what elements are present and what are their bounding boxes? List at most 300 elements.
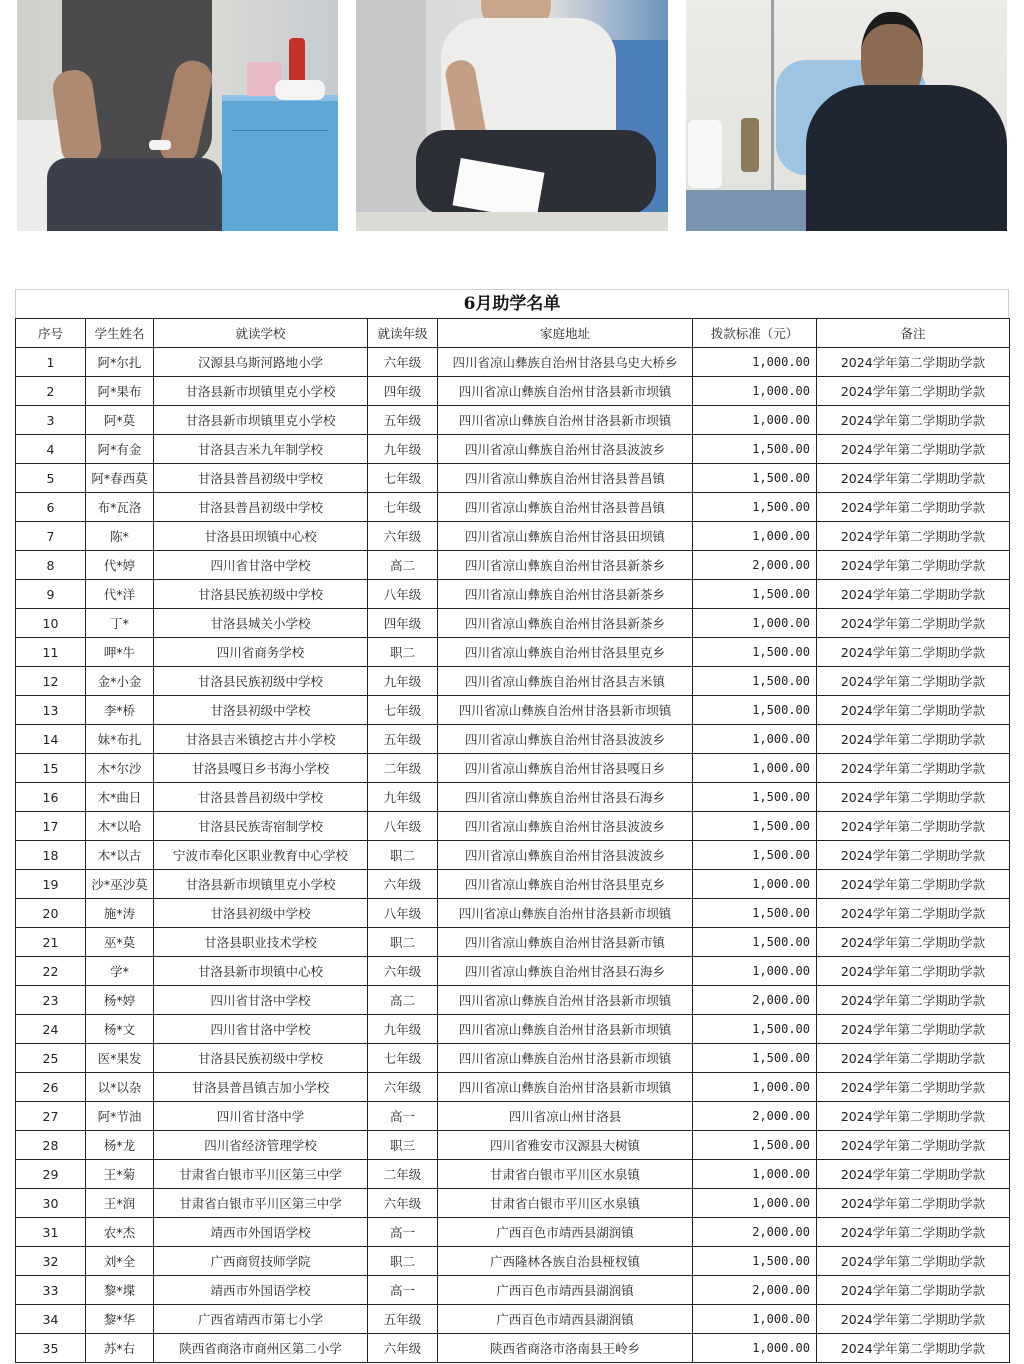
header-remark: 备注 bbox=[817, 319, 1010, 348]
cell-student-name: 阿*莫 bbox=[86, 406, 154, 435]
table-row bbox=[16, 870, 1010, 899]
cell-remark: 2024学年第二学期助学款 bbox=[817, 377, 1010, 406]
cell-index: 3 bbox=[16, 406, 86, 435]
table-row bbox=[16, 1305, 1010, 1334]
cell-remark: 2024学年第二学期助学款 bbox=[817, 725, 1010, 754]
cell-address: 四川省凉山彝族自治州甘洛县新市坝镇 bbox=[438, 1015, 693, 1044]
cell-address: 四川省凉山彝族自治州甘洛县新茶乡 bbox=[438, 609, 693, 638]
recipient-table bbox=[15, 318, 1010, 1363]
table-row bbox=[16, 348, 1010, 377]
cell-address: 甘肃省白银市平川区水泉镇 bbox=[438, 1189, 693, 1218]
cell-address: 四川省凉山彝族自治州甘洛县田坝镇 bbox=[438, 522, 693, 551]
cell-amount: 1,500.00 bbox=[693, 638, 817, 667]
cell-amount: 1,500.00 bbox=[693, 696, 817, 725]
cell-index: 20 bbox=[16, 899, 86, 928]
cell-remark: 2024学年第二学期助学款 bbox=[817, 667, 1010, 696]
cell-address: 四川省凉山彝族自治州甘洛县石海乡 bbox=[438, 783, 693, 812]
cell-student-name: 呷*牛 bbox=[86, 638, 154, 667]
cell-school: 四川省甘洛中学校 bbox=[154, 986, 368, 1015]
cell-amount: 1,000.00 bbox=[693, 754, 817, 783]
cell-remark: 2024学年第二学期助学款 bbox=[817, 435, 1010, 464]
cell-school: 甘洛县普昌初级中学校 bbox=[154, 493, 368, 522]
cell-index: 7 bbox=[16, 522, 86, 551]
table-row bbox=[16, 1131, 1010, 1160]
cell-amount: 1,000.00 bbox=[693, 1073, 817, 1102]
cell-index: 8 bbox=[16, 551, 86, 580]
cell-remark: 2024学年第二学期助学款 bbox=[817, 1160, 1010, 1189]
cell-index: 27 bbox=[16, 1102, 86, 1131]
table-row bbox=[16, 551, 1010, 580]
cell-index: 6 bbox=[16, 493, 86, 522]
cell-grade: 八年级 bbox=[368, 580, 438, 609]
cell-remark: 2024学年第二学期助学款 bbox=[817, 522, 1010, 551]
cell-index: 34 bbox=[16, 1305, 86, 1334]
cell-student-name: 木*曲日 bbox=[86, 783, 154, 812]
cell-school: 四川省甘洛中学校 bbox=[154, 551, 368, 580]
cell-school: 靖西市外国语学校 bbox=[154, 1276, 368, 1305]
cell-amount: 1,000.00 bbox=[693, 957, 817, 986]
cell-amount: 1,500.00 bbox=[693, 1131, 817, 1160]
cell-student-name: 阿*节油 bbox=[86, 1102, 154, 1131]
photo-recipient-3 bbox=[686, 0, 1007, 231]
cell-grade: 职二 bbox=[368, 1247, 438, 1276]
cell-grade: 六年级 bbox=[368, 870, 438, 899]
cell-index: 12 bbox=[16, 667, 86, 696]
cell-remark: 2024学年第二学期助学款 bbox=[817, 406, 1010, 435]
cell-index: 13 bbox=[16, 696, 86, 725]
cell-remark: 2024学年第二学期助学款 bbox=[817, 696, 1010, 725]
cell-address: 四川省凉山彝族自治州甘洛县新茶乡 bbox=[438, 580, 693, 609]
cell-index: 2 bbox=[16, 377, 86, 406]
cell-grade: 六年级 bbox=[368, 1334, 438, 1363]
table-row bbox=[16, 986, 1010, 1015]
cell-address: 广西百色市靖西县湖润镇 bbox=[438, 1305, 693, 1334]
cell-student-name: 杨*文 bbox=[86, 1015, 154, 1044]
cell-remark: 2024学年第二学期助学款 bbox=[817, 841, 1010, 870]
table-row bbox=[16, 899, 1010, 928]
cell-address: 四川省凉山彝族自治州甘洛县嘎日乡 bbox=[438, 754, 693, 783]
cell-address: 四川省凉山彝族自治州甘洛县乌史大桥乡 bbox=[438, 348, 693, 377]
cell-remark: 2024学年第二学期助学款 bbox=[817, 1073, 1010, 1102]
header-amount: 拨款标准（元） bbox=[693, 319, 817, 348]
cell-remark: 2024学年第二学期助学款 bbox=[817, 928, 1010, 957]
table-row bbox=[16, 609, 1010, 638]
table-row bbox=[16, 754, 1010, 783]
cell-grade: 职二 bbox=[368, 841, 438, 870]
cell-grade: 七年级 bbox=[368, 493, 438, 522]
cell-school: 甘洛县民族初级中学校 bbox=[154, 580, 368, 609]
cell-school: 甘洛县民族初级中学校 bbox=[154, 667, 368, 696]
cell-grade: 六年级 bbox=[368, 1073, 438, 1102]
cell-grade: 职二 bbox=[368, 638, 438, 667]
table-row bbox=[16, 522, 1010, 551]
cell-index: 30 bbox=[16, 1189, 86, 1218]
table-row bbox=[16, 928, 1010, 957]
cell-address: 四川省凉山彝族自治州甘洛县普昌镇 bbox=[438, 493, 693, 522]
cell-school: 甘洛县嘎日乡书海小学校 bbox=[154, 754, 368, 783]
cell-amount: 2,000.00 bbox=[693, 986, 817, 1015]
cell-address: 四川省凉山彝族自治州甘洛县新市坝镇 bbox=[438, 1073, 693, 1102]
cell-index: 35 bbox=[16, 1334, 86, 1363]
table-row bbox=[16, 377, 1010, 406]
cell-remark: 2024学年第二学期助学款 bbox=[817, 899, 1010, 928]
cell-index: 4 bbox=[16, 435, 86, 464]
header-address: 家庭地址 bbox=[438, 319, 693, 348]
cell-school: 甘洛县田坝镇中心校 bbox=[154, 522, 368, 551]
cell-remark: 2024学年第二学期助学款 bbox=[817, 986, 1010, 1015]
cell-student-name: 医*果发 bbox=[86, 1044, 154, 1073]
photo-bed-edge bbox=[686, 190, 806, 231]
cell-address: 广西百色市靖西县湖润镇 bbox=[438, 1218, 693, 1247]
table-row bbox=[16, 1218, 1010, 1247]
cell-grade: 二年级 bbox=[368, 1160, 438, 1189]
cell-school: 甘洛县初级中学校 bbox=[154, 899, 368, 928]
photo-bottle bbox=[741, 118, 759, 172]
cell-remark: 2024学年第二学期助学款 bbox=[817, 1189, 1010, 1218]
cell-amount: 1,000.00 bbox=[693, 870, 817, 899]
table-row bbox=[16, 638, 1010, 667]
cell-amount: 1,500.00 bbox=[693, 667, 817, 696]
cell-remark: 2024学年第二学期助学款 bbox=[817, 783, 1010, 812]
cell-school: 甘洛县城关小学校 bbox=[154, 609, 368, 638]
header-grade: 就读年级 bbox=[368, 319, 438, 348]
cell-student-name: 妹*布扎 bbox=[86, 725, 154, 754]
cell-address: 四川省凉山彝族自治州甘洛县波波乡 bbox=[438, 725, 693, 754]
table-row bbox=[16, 1276, 1010, 1305]
cell-remark: 2024学年第二学期助学款 bbox=[817, 1015, 1010, 1044]
cell-remark: 2024学年第二学期助学款 bbox=[817, 1044, 1010, 1073]
cell-grade: 二年级 bbox=[368, 754, 438, 783]
cell-address: 广西隆林各族自治县桠杈镇 bbox=[438, 1247, 693, 1276]
cell-amount: 1,000.00 bbox=[693, 377, 817, 406]
cell-student-name: 学* bbox=[86, 957, 154, 986]
cell-student-name: 黎*华 bbox=[86, 1305, 154, 1334]
cell-address: 四川省凉山彝族自治州甘洛县波波乡 bbox=[438, 841, 693, 870]
cell-student-name: 木*尔沙 bbox=[86, 754, 154, 783]
cell-school: 陕西省商洛市商州区第二小学 bbox=[154, 1334, 368, 1363]
cell-school: 甘洛县普昌初级中学校 bbox=[154, 464, 368, 493]
cell-grade: 七年级 bbox=[368, 1044, 438, 1073]
cell-index: 33 bbox=[16, 1276, 86, 1305]
cell-grade: 六年级 bbox=[368, 348, 438, 377]
cell-school: 甘洛县普昌镇吉加小学校 bbox=[154, 1073, 368, 1102]
cell-amount: 1,500.00 bbox=[693, 580, 817, 609]
cell-amount: 1,500.00 bbox=[693, 812, 817, 841]
cell-school: 甘洛县职业技术学校 bbox=[154, 928, 368, 957]
cell-remark: 2024学年第二学期助学款 bbox=[817, 1334, 1010, 1363]
cell-grade: 四年级 bbox=[368, 377, 438, 406]
cell-index: 16 bbox=[16, 783, 86, 812]
cell-grade: 八年级 bbox=[368, 899, 438, 928]
cell-amount: 1,000.00 bbox=[693, 406, 817, 435]
cell-grade: 四年级 bbox=[368, 609, 438, 638]
cell-remark: 2024学年第二学期助学款 bbox=[817, 551, 1010, 580]
cell-grade: 高一 bbox=[368, 1218, 438, 1247]
cell-student-name: 阿*有金 bbox=[86, 435, 154, 464]
photo-person-jacket bbox=[806, 85, 1007, 231]
cell-grade: 六年级 bbox=[368, 1189, 438, 1218]
cell-address: 四川省凉山彝族自治州甘洛县新市坝镇 bbox=[438, 696, 693, 725]
cell-student-name: 王*菊 bbox=[86, 1160, 154, 1189]
cell-index: 18 bbox=[16, 841, 86, 870]
cell-index: 19 bbox=[16, 870, 86, 899]
cell-student-name: 陈* bbox=[86, 522, 154, 551]
cell-grade: 七年级 bbox=[368, 696, 438, 725]
table-header-row bbox=[16, 319, 1010, 348]
cell-remark: 2024学年第二学期助学款 bbox=[817, 580, 1010, 609]
table-body bbox=[16, 348, 1010, 1363]
cell-address: 四川省雅安市汉源县大树镇 bbox=[438, 1131, 693, 1160]
cell-school: 甘洛县吉米九年制学校 bbox=[154, 435, 368, 464]
header-index: 序号 bbox=[16, 319, 86, 348]
cell-remark: 2024学年第二学期助学款 bbox=[817, 1131, 1010, 1160]
photo-tissue-roll bbox=[688, 120, 722, 188]
cell-index: 26 bbox=[16, 1073, 86, 1102]
cell-student-name: 布*瓦洛 bbox=[86, 493, 154, 522]
cell-school: 四川省经济管理学校 bbox=[154, 1131, 368, 1160]
cell-address: 四川省凉山彝族自治州甘洛县新市镇 bbox=[438, 928, 693, 957]
cell-address: 四川省凉山彝族自治州甘洛县波波乡 bbox=[438, 812, 693, 841]
cell-amount: 1,500.00 bbox=[693, 783, 817, 812]
table-row bbox=[16, 667, 1010, 696]
cell-remark: 2024学年第二学期助学款 bbox=[817, 638, 1010, 667]
cell-school: 甘洛县吉米镇挖古井小学校 bbox=[154, 725, 368, 754]
cell-amount: 1,000.00 bbox=[693, 1160, 817, 1189]
cell-amount: 1,500.00 bbox=[693, 493, 817, 522]
cell-student-name: 农*杰 bbox=[86, 1218, 154, 1247]
photo-wristband bbox=[149, 140, 171, 150]
cell-school: 靖西市外国语学校 bbox=[154, 1218, 368, 1247]
cell-student-name: 木*以古 bbox=[86, 841, 154, 870]
cell-amount: 1,500.00 bbox=[693, 464, 817, 493]
cell-index: 22 bbox=[16, 957, 86, 986]
cell-amount: 1,000.00 bbox=[693, 1189, 817, 1218]
cell-grade: 九年级 bbox=[368, 435, 438, 464]
cell-amount: 1,500.00 bbox=[693, 841, 817, 870]
cell-address: 四川省凉山彝族自治州甘洛县普昌镇 bbox=[438, 464, 693, 493]
header-school: 就读学校 bbox=[154, 319, 368, 348]
cell-amount: 1,500.00 bbox=[693, 435, 817, 464]
cell-amount: 1,500.00 bbox=[693, 928, 817, 957]
cell-student-name: 巫*莫 bbox=[86, 928, 154, 957]
table-row bbox=[16, 1015, 1010, 1044]
cell-remark: 2024学年第二学期助学款 bbox=[817, 1102, 1010, 1131]
table-row bbox=[16, 435, 1010, 464]
cell-address: 四川省凉山彝族自治州甘洛县新市坝镇 bbox=[438, 377, 693, 406]
cell-student-name: 丁* bbox=[86, 609, 154, 638]
cell-index: 11 bbox=[16, 638, 86, 667]
cell-student-name: 代*婷 bbox=[86, 551, 154, 580]
photo-bed-floor bbox=[356, 212, 668, 231]
cell-student-name: 李*桥 bbox=[86, 696, 154, 725]
table-row bbox=[16, 1102, 1010, 1131]
cell-student-name: 黎*堞 bbox=[86, 1276, 154, 1305]
cell-school: 甘洛县初级中学校 bbox=[154, 696, 368, 725]
cell-student-name: 金*小金 bbox=[86, 667, 154, 696]
photo-recipient-1 bbox=[17, 0, 338, 231]
table-row bbox=[16, 493, 1010, 522]
table-row bbox=[16, 464, 1010, 493]
cell-school: 汉源县乌斯河路地小学 bbox=[154, 348, 368, 377]
cell-address: 四川省凉山彝族自治州甘洛县新市坝镇 bbox=[438, 986, 693, 1015]
cell-school: 甘洛县民族初级中学校 bbox=[154, 1044, 368, 1073]
cell-amount: 2,000.00 bbox=[693, 551, 817, 580]
cell-student-name: 代*洋 bbox=[86, 580, 154, 609]
cell-address: 四川省凉山彝族自治州甘洛县新市坝镇 bbox=[438, 899, 693, 928]
cell-grade: 职三 bbox=[368, 1131, 438, 1160]
table-row bbox=[16, 1189, 1010, 1218]
cell-remark: 2024学年第二学期助学款 bbox=[817, 812, 1010, 841]
cell-school: 四川省甘洛中学 bbox=[154, 1102, 368, 1131]
table-title: 6月助学名单 bbox=[15, 289, 1009, 318]
cell-school: 广西商贸技师学院 bbox=[154, 1247, 368, 1276]
table-row bbox=[16, 783, 1010, 812]
cell-school: 四川省甘洛中学校 bbox=[154, 1015, 368, 1044]
cell-remark: 2024学年第二学期助学款 bbox=[817, 870, 1010, 899]
cell-remark: 2024学年第二学期助学款 bbox=[817, 1305, 1010, 1334]
cell-grade: 高二 bbox=[368, 551, 438, 580]
cell-index: 14 bbox=[16, 725, 86, 754]
cell-school: 宁波市奉化区职业教育中心学校 bbox=[154, 841, 368, 870]
cell-remark: 2024学年第二学期助学款 bbox=[817, 1247, 1010, 1276]
cell-index: 15 bbox=[16, 754, 86, 783]
cell-grade: 高一 bbox=[368, 1276, 438, 1305]
photo-recipient-2 bbox=[356, 0, 668, 231]
cell-remark: 2024学年第二学期助学款 bbox=[817, 493, 1010, 522]
cell-amount: 2,000.00 bbox=[693, 1102, 817, 1131]
header-student-name: 学生姓名 bbox=[86, 319, 154, 348]
cell-grade: 六年级 bbox=[368, 957, 438, 986]
cell-school: 甘洛县新市坝镇中心校 bbox=[154, 957, 368, 986]
cell-address: 四川省凉山彝族自治州甘洛县新茶乡 bbox=[438, 551, 693, 580]
table-row bbox=[16, 1044, 1010, 1073]
cell-grade: 六年级 bbox=[368, 522, 438, 551]
cell-grade: 职二 bbox=[368, 928, 438, 957]
cell-student-name: 杨*婷 bbox=[86, 986, 154, 1015]
cell-student-name: 阿*尔扎 bbox=[86, 348, 154, 377]
cell-amount: 1,000.00 bbox=[693, 1334, 817, 1363]
cell-index: 24 bbox=[16, 1015, 86, 1044]
cell-school: 甘洛县民族寄宿制学校 bbox=[154, 812, 368, 841]
cell-amount: 1,500.00 bbox=[693, 1247, 817, 1276]
cell-address: 四川省凉山彝族自治州甘洛县新市坝镇 bbox=[438, 406, 693, 435]
table-row bbox=[16, 406, 1010, 435]
cell-address: 四川省凉山州甘洛县 bbox=[438, 1102, 693, 1131]
table-row bbox=[16, 725, 1010, 754]
cell-amount: 1,500.00 bbox=[693, 899, 817, 928]
cell-address: 甘肃省白银市平川区水泉镇 bbox=[438, 1160, 693, 1189]
cell-grade: 九年级 bbox=[368, 783, 438, 812]
cell-school: 四川省商务学校 bbox=[154, 638, 368, 667]
table-row bbox=[16, 696, 1010, 725]
photo-person-legs bbox=[47, 158, 222, 231]
cell-school: 甘洛县新市坝镇里克小学校 bbox=[154, 870, 368, 899]
table-row bbox=[16, 841, 1010, 870]
cell-school: 甘洛县普昌初级中学校 bbox=[154, 783, 368, 812]
cell-remark: 2024学年第二学期助学款 bbox=[817, 348, 1010, 377]
cell-address: 四川省凉山彝族自治州甘洛县吉米镇 bbox=[438, 667, 693, 696]
cell-remark: 2024学年第二学期助学款 bbox=[817, 1276, 1010, 1305]
cell-grade: 五年级 bbox=[368, 1305, 438, 1334]
table-row bbox=[16, 957, 1010, 986]
cell-amount: 1,000.00 bbox=[693, 522, 817, 551]
cell-amount: 1,000.00 bbox=[693, 725, 817, 754]
cell-index: 5 bbox=[16, 464, 86, 493]
cell-student-name: 以*以杂 bbox=[86, 1073, 154, 1102]
cell-index: 32 bbox=[16, 1247, 86, 1276]
cell-student-name: 杨*龙 bbox=[86, 1131, 154, 1160]
cell-index: 29 bbox=[16, 1160, 86, 1189]
cell-index: 17 bbox=[16, 812, 86, 841]
cell-remark: 2024学年第二学期助学款 bbox=[817, 609, 1010, 638]
cell-amount: 1,500.00 bbox=[693, 1015, 817, 1044]
cell-grade: 九年级 bbox=[368, 667, 438, 696]
cell-index: 31 bbox=[16, 1218, 86, 1247]
cell-school: 甘洛县新市坝镇里克小学校 bbox=[154, 406, 368, 435]
cell-remark: 2024学年第二学期助学款 bbox=[817, 754, 1010, 783]
cell-address: 广西百色市靖西县湖润镇 bbox=[438, 1276, 693, 1305]
cell-index: 1 bbox=[16, 348, 86, 377]
cell-amount: 1,500.00 bbox=[693, 1044, 817, 1073]
photo-bag bbox=[275, 80, 325, 100]
cell-grade: 七年级 bbox=[368, 464, 438, 493]
cell-school: 甘洛县新市坝镇里克小学校 bbox=[154, 377, 368, 406]
photo-bed bbox=[356, 0, 426, 231]
cell-index: 10 bbox=[16, 609, 86, 638]
cell-student-name: 苏*右 bbox=[86, 1334, 154, 1363]
table-row bbox=[16, 580, 1010, 609]
table-row bbox=[16, 1334, 1010, 1363]
cell-school: 甘肃省白银市平川区第三中学 bbox=[154, 1160, 368, 1189]
cell-grade: 九年级 bbox=[368, 1015, 438, 1044]
cell-index: 21 bbox=[16, 928, 86, 957]
cell-grade: 高一 bbox=[368, 1102, 438, 1131]
cell-school: 广西省靖西市第七小学 bbox=[154, 1305, 368, 1334]
cell-index: 25 bbox=[16, 1044, 86, 1073]
cell-address: 四川省凉山彝族自治州甘洛县里克乡 bbox=[438, 638, 693, 667]
cell-grade: 五年级 bbox=[368, 406, 438, 435]
cell-student-name: 沙*巫沙莫 bbox=[86, 870, 154, 899]
cell-address: 四川省凉山彝族自治州甘洛县里克乡 bbox=[438, 870, 693, 899]
cell-grade: 八年级 bbox=[368, 812, 438, 841]
cell-student-name: 阿*果布 bbox=[86, 377, 154, 406]
cell-grade: 五年级 bbox=[368, 725, 438, 754]
cell-student-name: 阿*春西莫 bbox=[86, 464, 154, 493]
scholarship-list bbox=[15, 289, 1009, 1363]
cell-grade: 高二 bbox=[368, 986, 438, 1015]
cell-student-name: 施*涛 bbox=[86, 899, 154, 928]
cell-remark: 2024学年第二学期助学款 bbox=[817, 464, 1010, 493]
table-row bbox=[16, 1160, 1010, 1189]
cell-address: 陕西省商洛市洛南县王岭乡 bbox=[438, 1334, 693, 1363]
cell-index: 23 bbox=[16, 986, 86, 1015]
cell-amount: 2,000.00 bbox=[693, 1276, 817, 1305]
cell-index: 9 bbox=[16, 580, 86, 609]
cell-remark: 2024学年第二学期助学款 bbox=[817, 1218, 1010, 1247]
photo-cabinet-drawer bbox=[232, 130, 328, 131]
cell-student-name: 木*以哈 bbox=[86, 812, 154, 841]
cell-amount: 1,000.00 bbox=[693, 1305, 817, 1334]
cell-student-name: 王*润 bbox=[86, 1189, 154, 1218]
cell-amount: 1,000.00 bbox=[693, 609, 817, 638]
cell-address: 四川省凉山彝族自治州甘洛县波波乡 bbox=[438, 435, 693, 464]
table-row bbox=[16, 1247, 1010, 1276]
cell-remark: 2024学年第二学期助学款 bbox=[817, 957, 1010, 986]
photo-bedside-cabinet bbox=[222, 95, 338, 231]
cell-amount: 1,000.00 bbox=[693, 348, 817, 377]
cell-student-name: 刘*全 bbox=[86, 1247, 154, 1276]
cell-amount: 2,000.00 bbox=[693, 1218, 817, 1247]
